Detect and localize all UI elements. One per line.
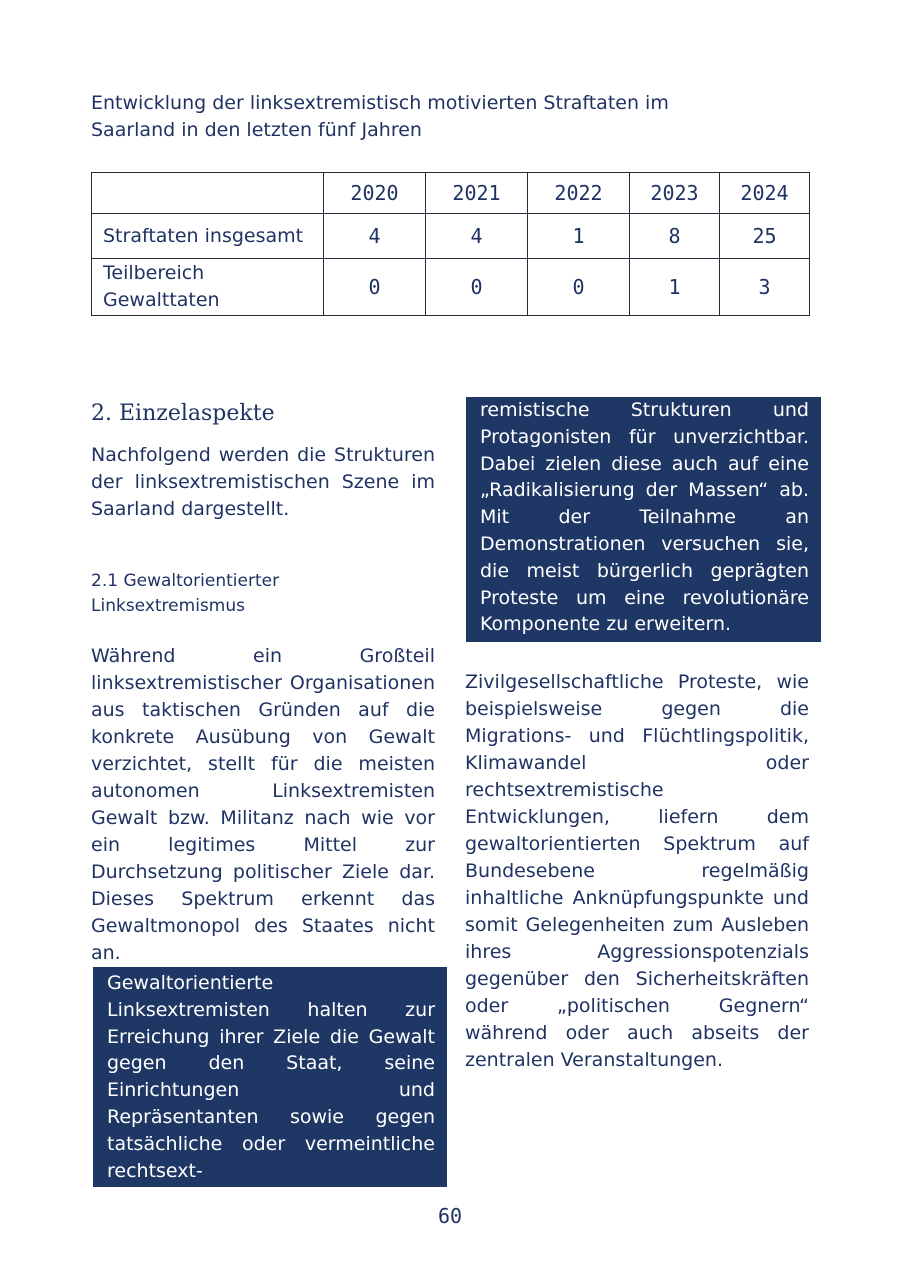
table-cell: 3	[720, 259, 810, 316]
right-column-paragraph: Zivilgesellschaftliche Proteste, wie beispielsweise gegen die Migrations- und Flüchtlingspolitik, Klimawandel oder rechtsextremistische Entwicklungen, liefern dem gewaltorientierten Spektrum auf Bundesebene regelmäßig inhaltliche Anknüpfungspunkte und somit Gelegenheiten zum Ausleben ihres Aggressionspotenzials gegenüber den Sicherheitskräften oder „politischen Gegnern“ während oder auch abseits der zentralen Veranstaltungen.	[465, 671, 809, 1071]
row-label: Teilbereich Gewalttaten	[92, 259, 324, 316]
table-header-year: 2022	[528, 173, 630, 214]
table-cell: 0	[324, 259, 426, 316]
highlight-box-part2: remistische Strukturen und Protagonisten für unverzichtbar. Dabei zielen diese auch auf eine „Radikalisierung der Massen“ ab. Mit der Teilnahme an Demonstrationen versuchen sie, die meist bürgerlich geprägten Proteste um eine revolutionäre Komponente zu erweitern.	[466, 397, 821, 642]
row-label: Straftaten insgesamt	[92, 214, 324, 259]
table-cell: 1	[630, 259, 720, 316]
table-header-year: 2024	[720, 173, 810, 214]
table-header-year: 2023	[630, 173, 720, 214]
table-header-empty	[92, 173, 324, 214]
highlight-box-part1: Gewaltorientierte Linksextremisten halten zur Erreichung ihrer Ziele die Gewalt gegen den Staat, seine Einrichtungen und Repräsentanten sowie gegen tatsächliche oder vermeintliche rechtsext-	[93, 967, 447, 1187]
table-row	[92, 259, 810, 316]
left-column	[91, 396, 435, 967]
table-cell: 4	[324, 214, 426, 259]
table-caption: Entwicklung der linksextremistisch motivierten Straftaten im Saarland in den letzten fünf Jahren	[91, 92, 669, 141]
table-cell: 8	[630, 214, 720, 259]
page-number: 60	[437, 1204, 463, 1228]
section-heading: 2. Einzelaspekte	[91, 401, 275, 426]
table-cell: 1	[528, 214, 630, 259]
table-cell: 0	[528, 259, 630, 316]
table-header-row	[92, 173, 810, 214]
table-cell: 25	[720, 214, 810, 259]
section-intro: Nachfolgend werden die Strukturen der linksextremistischen Szene im Saarland dargestellt.	[91, 444, 435, 520]
statistics-table	[91, 172, 810, 316]
subsection-paragraph: Während ein Großteil linksextremistischer Organisationen aus taktischen Gründen auf die konkrete Ausübung von Gewalt verzichtet, stellt für die meisten autonomen Linksextremisten Gewalt bzw. Militanz nach wie vor ein legitimes Mittel zur Durchsetzung politischer Ziele dar. Dieses Spektrum erkennt das Gewaltmonopol des Staates nicht an.	[91, 645, 435, 964]
table-cell: 4	[426, 214, 528, 259]
table-row	[92, 214, 810, 259]
table-header-year: 2020	[324, 173, 426, 214]
table-header-year: 2021	[426, 173, 528, 214]
table-cell: 0	[426, 259, 528, 316]
subsection-heading: 2.1 Gewaltorientierter Linksextremismus	[91, 571, 280, 616]
